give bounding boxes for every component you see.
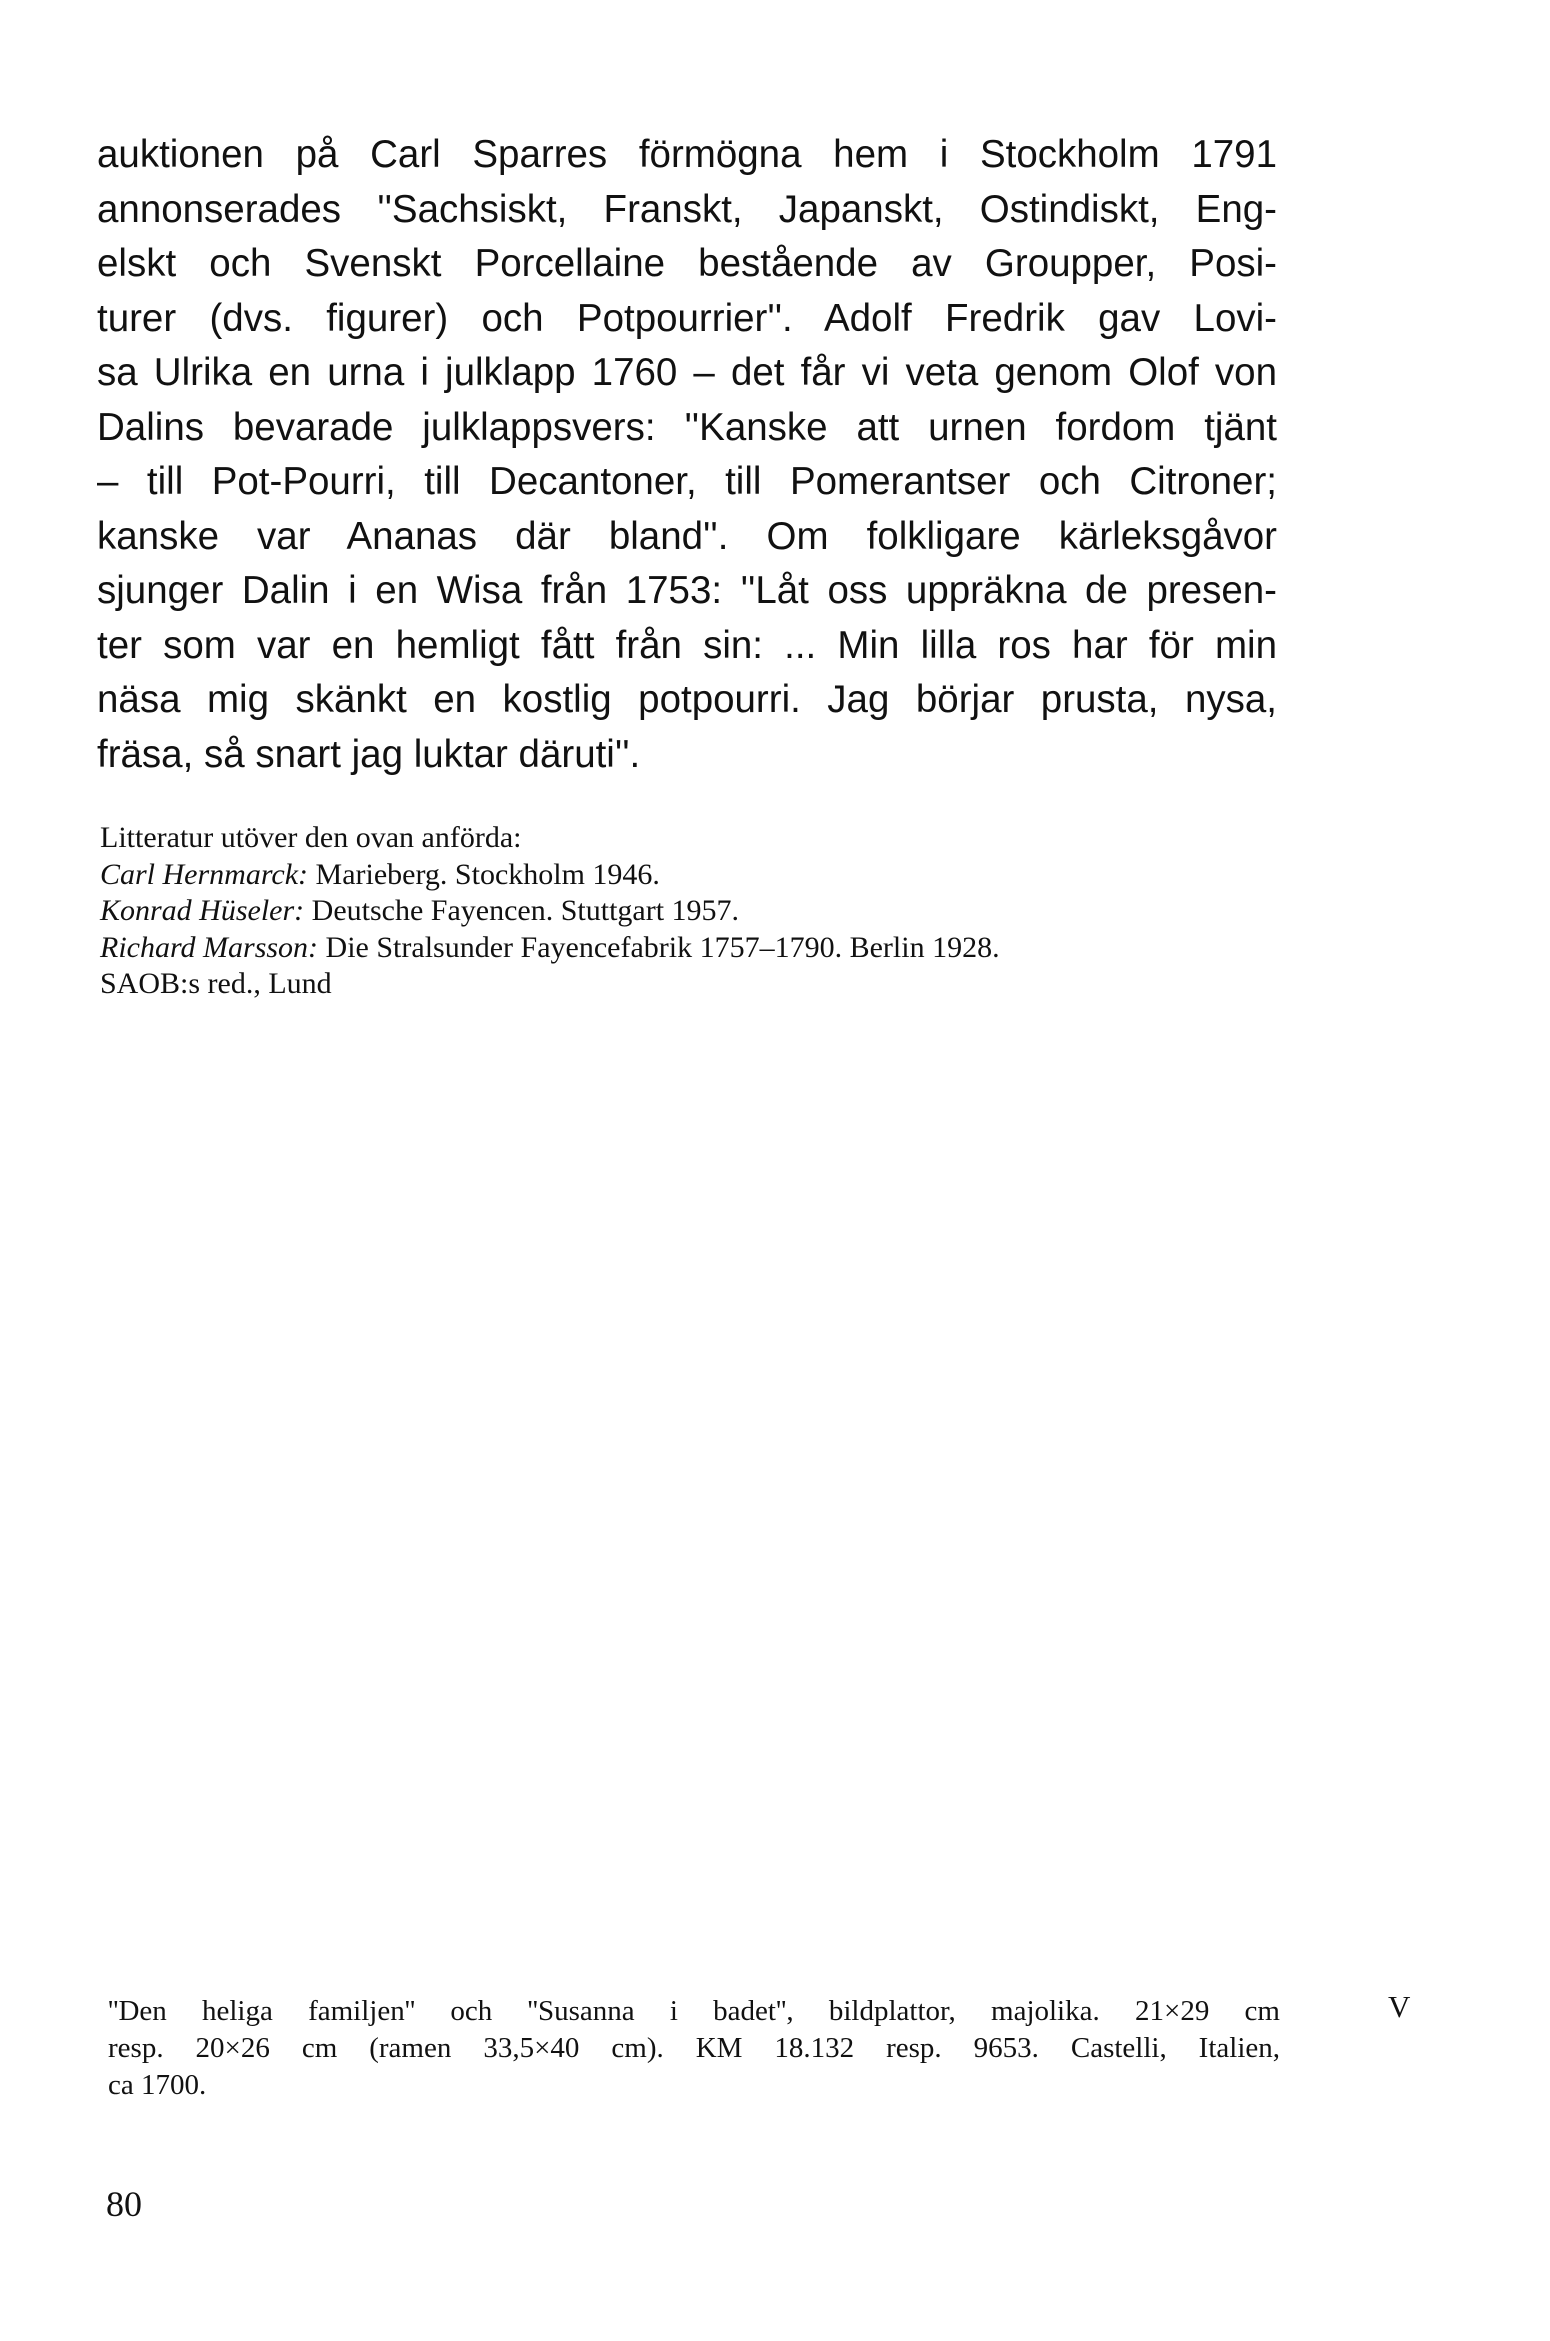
body-line: auktionen på Carl Sparres förmögna hem i Stockholm 1791 [97, 133, 1277, 176]
body-line: elskt och Svenskt Porcellaine bestående av Groupper, Posi- [97, 242, 1277, 285]
caption-line: ''Den heliga familjen'' och ''Susanna i badet'', bildplattor, majolika. 21×29 cm [108, 1995, 1280, 2027]
figure-caption [108, 1993, 1280, 2104]
bibliography-author: Carl Hernmarck: [100, 857, 309, 891]
body-line: kanske var Ananas där bland''. Om folkligare kärleksgåvor [97, 514, 1277, 558]
bibliography-entry [100, 930, 1300, 967]
bibliography-last-line: SAOB:s red., Lund [100, 967, 332, 1000]
plate-number: V [1388, 1989, 1411, 2024]
body-line: turer (dvs. figurer) och Potpourrier''. Adolf Fredrik gav Lovi- [97, 296, 1277, 340]
bibliography-title: Die Stralsunder Fayencefabrik 1757–1790. Berlin 1928. [318, 930, 1000, 964]
body-line: – till Pot-Pourri, till Decantoner, till Pomerantser och Citroner; [97, 460, 1277, 503]
bibliography-title: Marieberg. Stockholm 1946. [308, 857, 660, 891]
body-line: ter som var en hemligt fått från sin: ... Min lilla ros har för min [97, 623, 1277, 667]
bibliography-author: Konrad Hüseler: [100, 894, 305, 927]
body-line: sa Ulrika en urna i julklapp 1760 – det får vi veta genom Olof von [97, 351, 1277, 394]
body-line: sjunger Dalin i en Wisa från 1753: ''Låt oss uppräkna de presen- [97, 569, 1277, 612]
body-line: annonserades ''Sachsiskt, Franskt, Japanskt, Ostindiskt, Eng- [97, 187, 1277, 231]
bibliography [100, 820, 1300, 1003]
body-line: näsa mig skänkt en kostlig potpourri. Jag börjar prusta, nysa, [97, 678, 1277, 721]
bibliography-entry [100, 857, 1300, 894]
bibliography-author: Richard Marsson: [100, 930, 319, 964]
bibliography-title: Deutsche Fayencen. Stuttgart 1957. [304, 894, 740, 927]
bibliography-entry [100, 893, 1300, 930]
body-line: Dalins bevarade julklappsvers: ''Kanske att urnen fordom tjänt [97, 405, 1277, 449]
body-line: fräsa, så snart jag luktar däruti''. [97, 732, 641, 776]
bibliography-heading: Litteratur utöver den ovan anförda: [100, 821, 522, 854]
page-number: 80 [106, 2184, 142, 2224]
caption-line: ca 1700. [108, 2069, 207, 2101]
caption-line: resp. 20×26 cm (ramen 33,5×40 cm). KM 18.132 resp. 9653. Castelli, Italien, [108, 2032, 1280, 2064]
body-text [97, 128, 1277, 782]
